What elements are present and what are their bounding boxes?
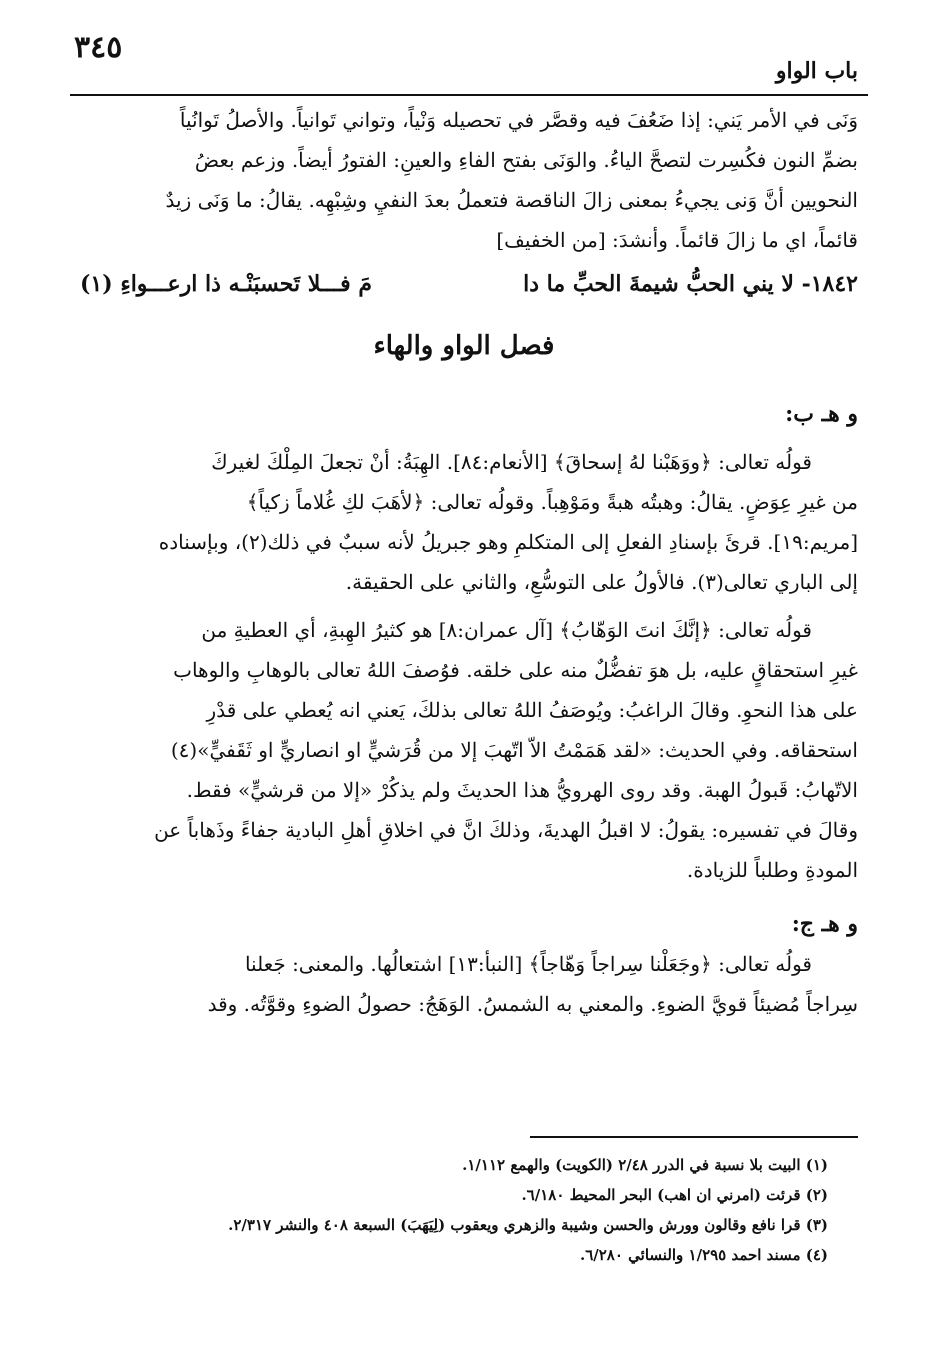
page-number: ٣٤٥ xyxy=(74,30,123,65)
running-head: باب الواو xyxy=(775,58,858,84)
footnotes xyxy=(70,1150,828,1270)
entry-whj xyxy=(70,904,858,1024)
text-line: الاتّهابُ: قَبولُ الهبة. وقد روى الهرويُّ هذا الحديثَ ولم يذكُرْ «إلا من قرشيٍّ» فقط. xyxy=(186,778,858,802)
footnote: (٣) قرا نافع وقالون وورش والحسن وشيبة والزهري ويعقوب (لِيَهَبَ) السبعة ٤٠٨ والنشر ٢/٣١٧. xyxy=(228,1216,828,1234)
text-line: إلى الباري تعالى(٣). فالأولُ على التوسُّعِ، والثاني على الحقيقة. xyxy=(345,570,858,594)
footnote: (٢) قرئت (امرني ان اهب) البحر المحيط ٦/١٨٠. xyxy=(521,1186,828,1204)
footnote-rule xyxy=(530,1136,858,1138)
footnote: (٤) مسند احمد ١/٢٩٥ والنسائي ٦/٢٨٠. xyxy=(579,1246,828,1264)
text-line: المودةِ وطلباً للزيادة. xyxy=(686,858,858,882)
text-line: بضمِّ النون فكُسِرت لتصحَّ الياءُ. والوَنَى بفتح الفاءِ والعينِ: الفتورُ أيضاً. وزعم بعضُ xyxy=(194,148,858,172)
header-rule xyxy=(70,94,868,96)
text-line: قائماً، اي ما زالَ قائماً. وأنشدَ: [من الخفيف] xyxy=(496,228,858,252)
root-heading: و هـ ج: xyxy=(791,911,858,937)
text-line: وقالَ في تفسيره: يقولُ: لا اقبلُ الهديةَ، وذلكَ انَّ في اخلاقِ أهلِ البادية جفاءً وذَهاباً عن xyxy=(154,818,858,842)
text-line: [مريم:١٩]. قرئَ بإسنادِ الفعلِ إلى المتكلمِ وهو جبريلُ لأنه سببٌ في ذلك(٢)، وبإسناده xyxy=(158,530,858,554)
text-line: النحويين أنَّ وَنى يجيءُ بمعنى زالَ الناقصة فتعملُ بعدَ النفيِ وشِبْهِه. يقالُ: ما وَنَى زيدٌ xyxy=(165,188,858,212)
root-heading: و هـ ب: xyxy=(785,401,858,427)
poetry-verse xyxy=(70,264,858,304)
text-line: من غيرِ عِوَضٍ. يقالُ: وهبتُه هبةً ومَوْهِباً. وقولُه تعالى: ﴿لأهَبَ لكِ غُلاماً زكياً﴾ xyxy=(246,490,858,514)
footnote: (١) البيت بلا نسبة في الدرر ٢/٤٨ (الكويت) والهمع ١/١١٢. xyxy=(462,1156,828,1174)
verse-first-hemistich: ١٨٤٢- لا يني الحبُّ شيمةَ الحبِّ ما دا xyxy=(523,271,858,297)
verse-second-hemistich: مَ فـــلا تَحسبَنْـه ذا ارعـــواءِ xyxy=(120,271,372,297)
text-line: قولُه تعالى: ﴿وجَعَلْنا سِراجاً وَهّاجاً﴾ [النبأ:١٣] اشتعالُها. والمعنى: جَعلنا xyxy=(244,952,812,976)
text-line: استحقاقه. وفي الحديث: «لقد هَمَمْتُ الاّ اتّهبَ إلا من قُرَشيٍّ او انصاريٍّ او ثَقَفيٍّ»(٤) xyxy=(170,738,858,762)
entry-whb xyxy=(70,394,858,890)
text-line: على هذا النحوِ. وقالَ الراغبُ: ويُوصَفُ اللهُ تعالى بذلكَ، يَعني انه يُعطي على قدْرِ xyxy=(206,698,858,722)
text-line: وَنَى في الأمر يَني: إذا ضَعُفَ فيه وقصَّر في تحصيله وَنْياً، وتواني تَوانياً. والأصلُ تَوانُياً xyxy=(179,108,858,132)
text-line: سِراجاً مُضيئاً قويَّ الضوءِ. والمعني به الشمسُ. الوَهَجُ: حصولُ الضوءِ وقوَّتُه. وقد xyxy=(207,992,858,1016)
text-line: غيرِ استحقاقٍ عليه، بل هوَ تفضُّلٌ منه على خلقه. فوُصفَ اللهُ تعالى بالوهابِ والوهاب xyxy=(173,658,858,682)
text-line: قولُه تعالى: ﴿ووَهَبْنا لهُ إسحاقَ﴾ [الأنعام:٨٤]. الهِبَةُ: أنْ تجعلَ المِلْكَ لغيركَ xyxy=(211,450,812,474)
section-title: فصل الواو والهاء xyxy=(373,331,555,361)
text-line: قولُه تعالى: ﴿إنَّكَ انتَ الوَهّابُ﴾ [آل عمران:٨] هو كثيرُ الهِبةِ، أي العطيةِ من xyxy=(201,618,812,642)
page-body xyxy=(70,100,858,1024)
entry-wny xyxy=(70,100,858,304)
footnote-marker: (١) xyxy=(80,271,113,297)
